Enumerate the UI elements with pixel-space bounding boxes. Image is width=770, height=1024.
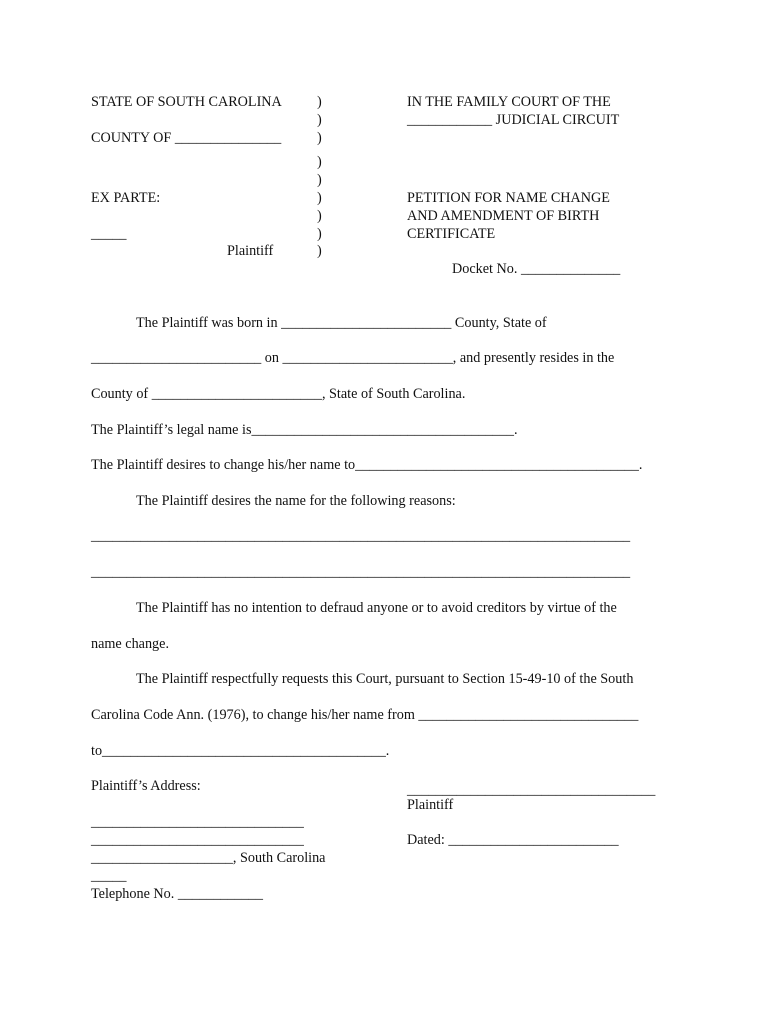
no-fraud-statement: The Plaintiff has no intention to defraud anyone or to avoid creditors by virtue of the — [136, 600, 617, 616]
county-field[interactable]: COUNTY OF _______________ — [91, 130, 282, 146]
petition-title-line2: AND AMENDMENT OF BIRTH — [407, 208, 600, 224]
request-statement: The Plaintiff respectfully requests this Court, pursuant to Section 15-49-10 of the South — [136, 671, 634, 687]
ex-parte-label: EX PARTE: — [91, 190, 161, 206]
change-to-line[interactable]: to________________________________________. — [91, 743, 390, 759]
zip-line[interactable]: _____ — [91, 868, 127, 884]
judicial-circuit-field[interactable]: ____________ JUDICIAL CIRCUIT — [407, 112, 620, 128]
reason-blank-line[interactable]: ____________________________________________________________________________ — [91, 564, 631, 580]
birth-place-line[interactable]: The Plaintiff was born in ________________________ County, State of — [136, 315, 547, 331]
plaintiff-caption-label: Plaintiff — [227, 243, 274, 259]
petition-title-line1: PETITION FOR NAME CHANGE — [407, 190, 610, 206]
state-label: STATE OF SOUTH CAROLINA — [91, 94, 282, 110]
caption-paren: ) — [317, 243, 322, 259]
caption-paren: ) — [317, 130, 322, 146]
address-line-2[interactable]: ______________________________ — [91, 832, 304, 848]
dated-field[interactable]: Dated: ________________________ — [407, 832, 619, 848]
petition-title-line3: CERTIFICATE — [407, 226, 496, 242]
caption-paren: ) — [317, 208, 322, 224]
change-from-line[interactable]: Carolina Code Ann. (1976), to change his/her name from _______________________________ — [91, 707, 639, 723]
caption-paren: ) — [317, 172, 322, 188]
residence-county-line[interactable]: County of ________________________, State of South Carolina. — [91, 386, 466, 402]
plaintiff-signature-label: Plaintiff — [407, 797, 454, 813]
caption-paren: ) — [317, 94, 322, 110]
caption-paren: ) — [317, 112, 322, 128]
telephone-field[interactable]: Telephone No. ____________ — [91, 886, 263, 902]
desired-name-line[interactable]: The Plaintiff desires to change his/her name to________________________________________. — [91, 457, 643, 473]
reasons-heading: The Plaintiff desires the name for the following reasons: — [136, 493, 456, 509]
name-blank-field[interactable]: _____ — [91, 226, 127, 242]
reason-blank-line[interactable]: ____________________________________________________________________________ — [91, 528, 631, 544]
address-line-1[interactable]: ______________________________ — [91, 814, 304, 830]
city-state-line[interactable]: ____________________, South Carolina — [91, 850, 326, 866]
address-label: Plaintiff’s Address: — [91, 778, 201, 794]
legal-name-line[interactable]: The Plaintiff’s legal name is_____________________________________. — [91, 422, 518, 438]
docket-number-field[interactable]: Docket No. ______________ — [452, 261, 621, 277]
no-fraud-statement-cont: name change. — [91, 636, 169, 652]
caption-paren: ) — [317, 190, 322, 206]
court-heading: IN THE FAMILY COURT OF THE — [407, 94, 611, 110]
caption-paren: ) — [317, 154, 322, 170]
birth-date-line[interactable]: ________________________ on ________________________, and presently resides in the — [91, 350, 615, 366]
caption-paren: ) — [317, 226, 322, 242]
signature-line[interactable]: ___________________________________ — [407, 782, 656, 798]
